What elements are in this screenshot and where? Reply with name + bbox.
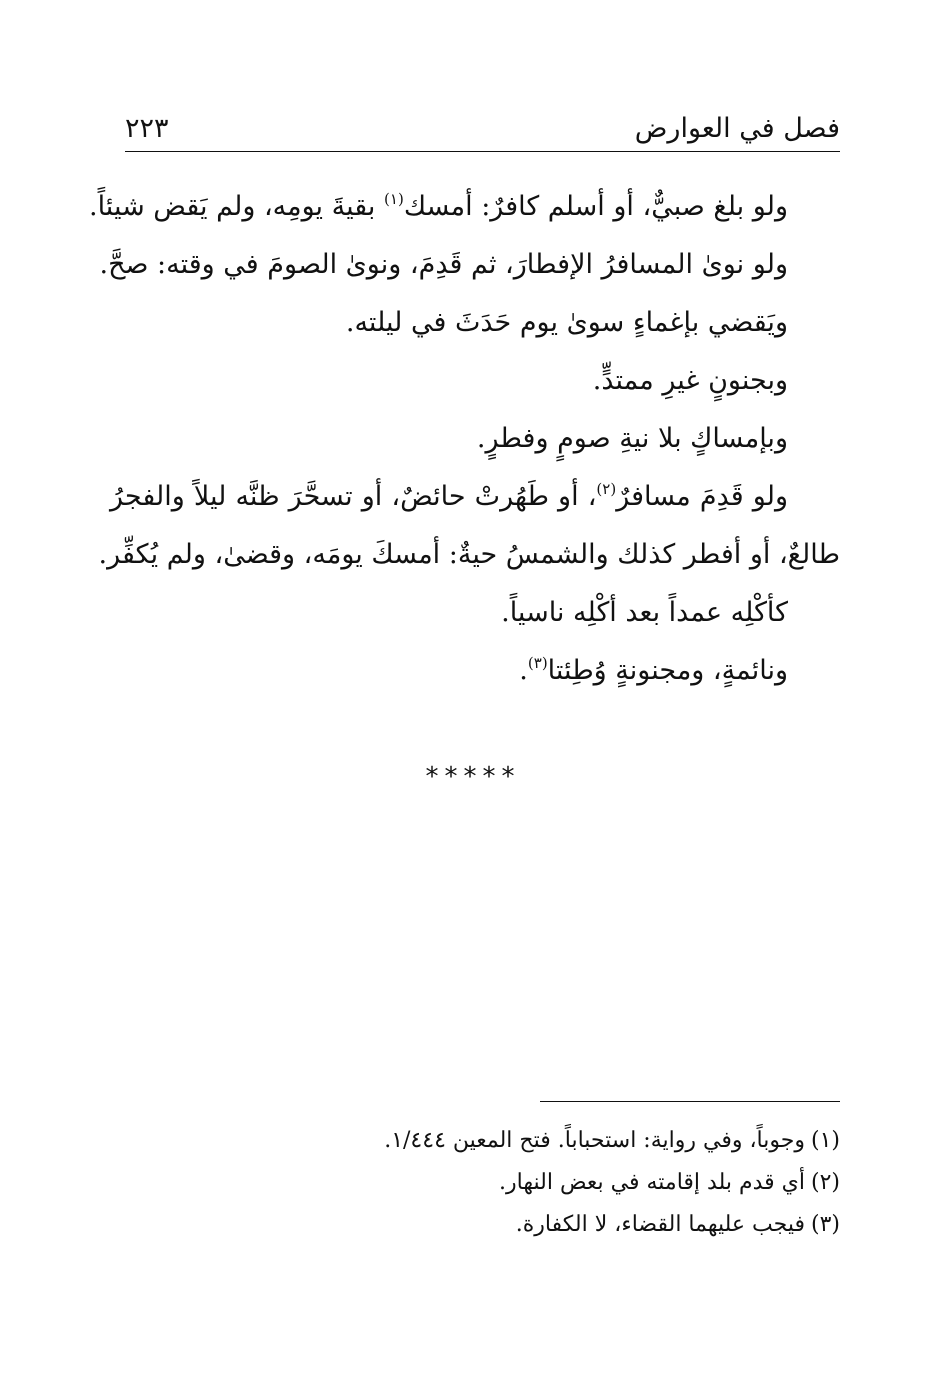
text-segment: ولو بلغ صبيٌّ، أو أسلم كافرٌ: أمسك: [403, 191, 788, 222]
footnote-text: وجوباً، وفي رواية: استحباباً. فتح المعين ١/٤٤٤.: [384, 1128, 805, 1153]
footnote-number: (٣): [810, 1212, 840, 1237]
running-title: فصل في العوارض: [634, 113, 840, 144]
page-header: [125, 104, 840, 152]
text-segment: بقيةَ يومِه، ولم يَقض شيئاً.: [88, 191, 385, 222]
text-segment: ونائمةٍ، ومجنونةٍ وُطِئتا: [547, 655, 788, 686]
text-line: [110, 642, 840, 700]
footnote-item: [300, 1204, 840, 1246]
text-line: [88, 178, 840, 236]
text-line: كأكْلِه عمداً بعد أكْلِه ناسياً.: [501, 597, 788, 628]
text-line: وبإمساكٍ بلا نيةِ صومٍ وفطرٍ.: [476, 423, 788, 454]
footnote-item: [300, 1120, 840, 1162]
footnote-number: (١): [810, 1128, 840, 1153]
text-line: ويَقضي بإغماءٍ سوىٰ يوم حَدَثَ في ليلته.: [345, 307, 788, 338]
text-segment: .: [519, 655, 528, 686]
footnote-number: (٢): [810, 1170, 840, 1195]
footnote-marker: (١): [384, 190, 404, 208]
text-line: طالعٌ، أو أفطر كذلك والشمسُ حيةٌ: أمسكَ يومَه، وقضىٰ، ولم يُكفِّر.: [98, 539, 840, 570]
text-segment: ، أو طَهُرتْ حائضٌ، أو تسحَّرَ ظنَّه ليلاً والفجرُ: [110, 481, 597, 512]
section-separator: *****: [425, 762, 521, 792]
footnote-text: أي قدم بلد إقامته في بعض النهار.: [499, 1170, 805, 1195]
footnote-marker: (٣): [527, 654, 548, 672]
footnote-item: [300, 1162, 840, 1204]
text-segment: ولو قَدِمَ مسافرٌ: [616, 481, 788, 512]
text-line: ولو نوىٰ المسافرُ الإفطارَ، ثم قَدِمَ، ونوىٰ الصومَ في وقته: صحَّ.: [99, 249, 788, 280]
text-line: [110, 468, 840, 526]
text-line: وبجنونٍ غيرِ ممتدٍّ.: [592, 365, 788, 396]
main-text: [88, 178, 840, 700]
footnote-text: فيجب عليهما القضاء، لا الكفارة.: [515, 1212, 805, 1237]
footnote-rule: [540, 1101, 840, 1102]
footnote-marker: (٢): [596, 480, 617, 498]
footnotes: [300, 1120, 840, 1246]
page-number: ٢٢٣: [125, 113, 169, 144]
header-rule: [125, 151, 840, 152]
